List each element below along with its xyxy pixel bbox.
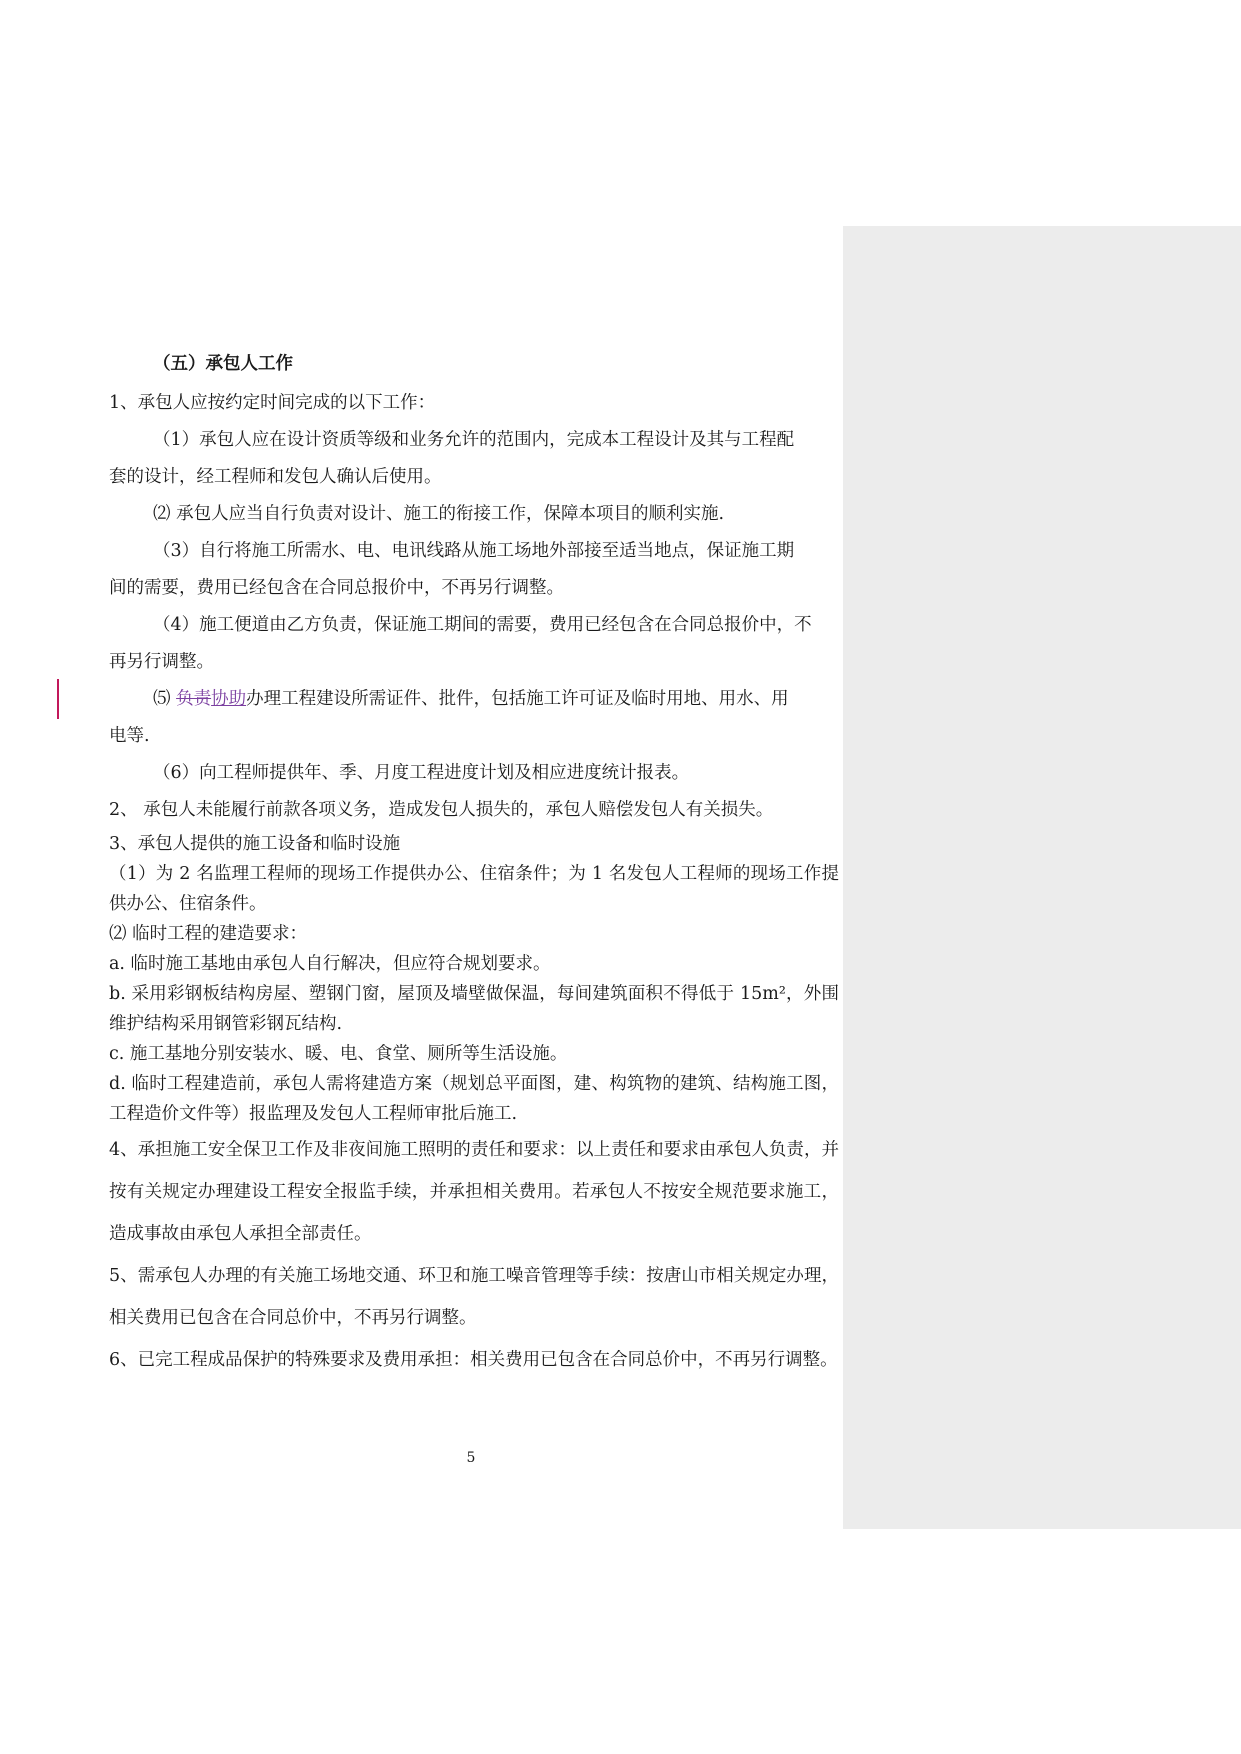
- comment-pane: [843, 226, 1241, 1529]
- section-heading: （五）承包人工作: [153, 354, 293, 374]
- item-3-para-1: （1）为 2 名监理工程师的现场工作提供办公、住宿条件；为 1 名发包人工程师的现场工作提供办公、住宿条件。: [109, 864, 839, 914]
- item-2: 2、 承包人未能履行前款各项义务，造成发包人损失的，承包人赔偿发包人有关损失。: [109, 800, 774, 820]
- item-5: 5、需承包人办理的有关施工场地交通、环卫和施工噪音管理等手续：按唐山市相关规定办理，相关费用已包含在合同总价中，不再另行调整。: [109, 1266, 839, 1328]
- item-3-a: a. 临时施工基地由承包人自行解决，但应符合规划要求。: [109, 954, 551, 974]
- tracked-deletion[interactable]: 负责: [176, 689, 212, 709]
- tracked-insertion[interactable]: 协助: [211, 689, 247, 709]
- item-1-sub-4-line-1: （4）施工便道由乙方负责，保证施工期间的需要，费用已经包含在合同总报价中，不: [153, 615, 812, 635]
- item-3-para-2: ⑵ 临时工程的建造要求：: [109, 924, 308, 944]
- sub-5-prefix: ⑸: [153, 689, 177, 709]
- item-4: 4、承担施工安全保卫工作及非夜间施工照明的责任和要求：以上责任和要求由承包人负责，并按有关规定办理建设工程安全报监手续，并承担相关费用。若承包人不按安全规范要求施工，造成事故由承包人承担全部责任。: [109, 1140, 839, 1244]
- item-6: 6、已完工程成品保护的特殊要求及费用承担：相关费用已包含在合同总价中，不再另行调整。: [109, 1350, 838, 1370]
- item-1-sub-1-line-2: 套的设计，经工程师和发包人确认后使用。: [109, 467, 442, 487]
- item-1-sub-3-line-2: 间的需要，费用已经包含在合同总报价中，不再另行调整。: [109, 578, 564, 598]
- item-1-sub-5-line-1: [109, 681, 839, 718]
- item-1-sub-6: （6）向工程师提供年、季、月度工程进度计划及相应进度统计报表。: [153, 763, 690, 783]
- item-3-title: 3、承包人提供的施工设备和临时设施: [109, 834, 401, 854]
- item-3-c: c. 施工基地分别安装水、暖、电、食堂、厕所等生活设施。: [109, 1044, 568, 1064]
- item-1-sub-2: ⑵ 承包人应当自行负责对设计、施工的衔接工作，保障本项目的顺利实施.: [153, 504, 725, 524]
- item-1-sub-1-line-1: （1）承包人应在设计资质等级和业务允许的范围内，完成本工程设计及其与工程配: [153, 430, 795, 450]
- page-number: 5: [466, 1450, 476, 1466]
- item-3-b: b. 采用彩钢板结构房屋、塑钢门窗，屋顶及墙壁做保温，每间建筑面积不得低于 15m²，外围维护结构采用钢管彩钢瓦结构.: [109, 984, 839, 1034]
- item-3-d: d. 临时工程建造前，承包人需将建造方案（规划总平面图，建、构筑物的建筑、结构施工图，工程造价文件等）报监理及发包人工程师审批后施工.: [109, 1074, 839, 1124]
- document-body: [109, 346, 839, 1381]
- sub-5-text: 办理工程建设所需证件、批件，包括施工许可证及临时用地、用水、用: [246, 689, 789, 709]
- revision-change-bar: [57, 679, 59, 719]
- item-1-title: 1、承包人应按约定时间完成的以下工作：: [109, 393, 436, 413]
- item-1-sub-3-line-1: （3）自行将施工所需水、电、电讯线路从施工场地外部接至适当地点，保证施工期: [153, 541, 795, 561]
- item-1-sub-4-line-2: 再另行调整。: [109, 652, 214, 672]
- item-1-sub-5-line-2: 电等.: [109, 726, 150, 746]
